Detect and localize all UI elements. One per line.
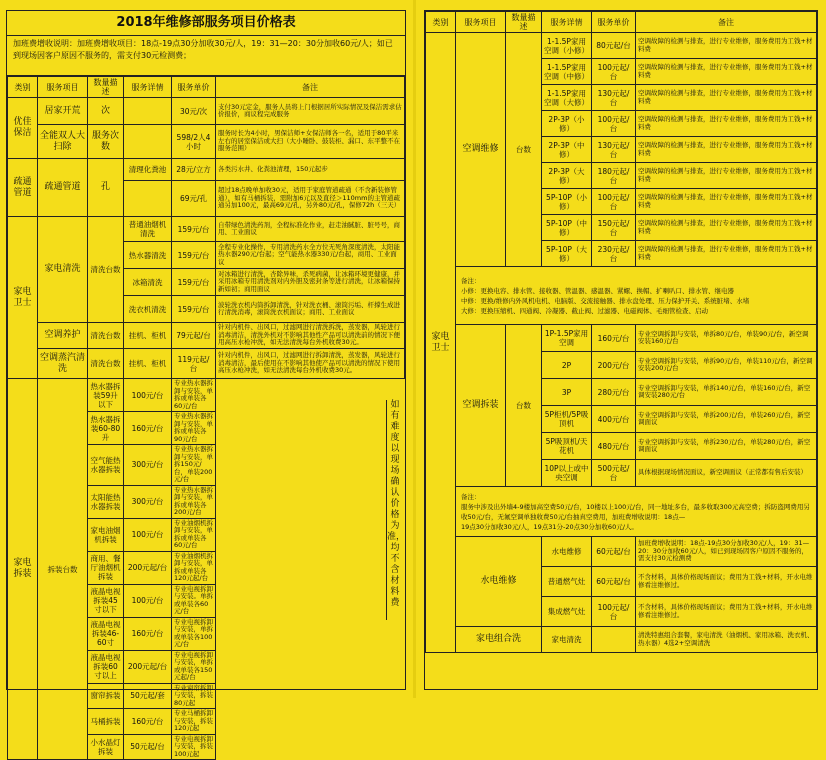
detail-cell: 空气能热水器拆装 — [88, 445, 124, 486]
price-cell: 300元/台 — [124, 445, 172, 486]
price-cell: 598/2人4小时 — [172, 125, 216, 159]
qty-cell: 孔 — [88, 159, 124, 217]
note-line: 大修：更换压缩机、四通阀、冷凝器、截止阀、过滤器、电磁阀体、毛细管检查、启动 — [461, 306, 708, 315]
detail-cell: 马桶拆装 — [88, 709, 124, 735]
table-row — [426, 627, 817, 653]
remark-cell: 专业空调拆卸与安装，单拆90元/台，单装110元/台，新空调安装200元/台 — [636, 352, 817, 379]
side-note: 如有难度以现场确认价格为准，均不含材料费 — [386, 400, 403, 620]
remark-cell: 服务时长为4小时，男保洁师+女保洁师各一名，适用于80平米左右的居室保洁或大扫（大小睡卧、鼓装柜、漏口、东平整不在服务范围） — [216, 125, 405, 159]
price-cell: 100元起/台 — [592, 59, 636, 85]
detail-cell: 5P吸顶机/天花机 — [542, 433, 592, 460]
remark-cell: 空调故障的检测与排查，进行专业维修，服务费用为工钱+材料费 — [636, 85, 817, 111]
category-appliance: 家电卫士 — [8, 217, 38, 379]
remark-cell: 专业马桶拆卸与安装，拆装120元起 — [172, 709, 216, 735]
qty-cell: 次 — [88, 98, 124, 125]
detail-cell: 1P-1.5P家用空调 — [542, 325, 592, 352]
remark-cell: 空调故障的检测与排查，进行专业维修，服务费用为工钱+材料费 — [636, 33, 817, 59]
detail-cell: 1-1.5P家用空调（中修） — [542, 59, 592, 85]
right-price-table — [425, 11, 817, 653]
detail-cell — [124, 181, 172, 217]
repair-note — [456, 267, 817, 325]
price-cell: 160元/台 — [124, 709, 172, 735]
price-cell: 50元起/台 — [124, 734, 172, 760]
detail-cell: 液晶电视拆装60寸以上 — [88, 650, 124, 683]
detail-cell: 商用、餐厅油烟机拆装 — [88, 551, 124, 584]
remark-cell: 专业电视拆卸与安装，拆装100元起 — [172, 734, 216, 760]
detail-cell: 太阳能热水器拆装 — [88, 485, 124, 518]
item-cell: 全能双人大扫除 — [38, 125, 88, 159]
right-page — [424, 10, 818, 690]
col-item: 服务项目 — [456, 12, 506, 33]
remark-cell: 专业空调拆卸与安装，单拆230元/台，单装280元/台，新空调面议 — [636, 433, 817, 460]
remark-cell: 专业热水器拆卸与安装，单拆或单装各60元/台 — [172, 379, 216, 412]
detail-cell: 挂机、柜机 — [124, 323, 172, 349]
page-fold — [413, 0, 416, 698]
table-row — [426, 487, 817, 537]
col-remark: 备注 — [216, 77, 405, 98]
remark-cell: 专业空调拆卸与安装，单拆140元/台，单装160元/台，新空调安装280元/台 — [636, 379, 817, 406]
remark-cell: 不含材料，具体价格现场面议；费用为工钱+材料，开水电维修看注维修过。 — [636, 597, 817, 627]
detail-cell: 热水器拆装60-80升 — [88, 412, 124, 445]
price-cell: 159元/台 — [172, 217, 216, 242]
detail-cell: 挂机、柜机 — [124, 349, 172, 379]
price-cell: 100元起/台 — [592, 111, 636, 137]
item-cell: 空调蒸汽清洗 — [38, 349, 88, 379]
note-line: 服务中涉及出外墙4-9楼加高空费50元/台，10楼以上100元/台，同一地址多台，最多收取300元高空费；拆防盗网费用另收50元/台，无氟空调单独收费50元/台抽真空费用，加班费增收说明：18点— — [461, 502, 810, 521]
price-cell: 69元/孔 — [172, 181, 216, 217]
detail-cell: 集成燃气灶 — [542, 597, 592, 627]
detail-cell: 5P柜机/5P吸顶机 — [542, 406, 592, 433]
detail-cell: 2P-3P（小修） — [542, 111, 592, 137]
remark-cell: 不含材料，具体价格现场面议；费用为工钱+材料，开水电维修看注维修过。 — [636, 567, 817, 597]
remark-cell: 专业热水器拆卸与安装，单拆或单装各200元/台 — [172, 485, 216, 518]
remark-cell: 专业热水器拆卸与安装，单拆150元/台，单装200元/台 — [172, 445, 216, 486]
table-row — [8, 379, 405, 412]
item-cell: 空调拆装 — [456, 325, 506, 487]
remark-cell: 全程专业化操作，专用清洗药水全方位无死角深度清洗，太阳能热水器290元/台起；空气能热水器330元/台起，商用、工业面议 — [216, 242, 405, 269]
qty-cell: 清洗台数 — [88, 323, 124, 349]
price-cell: 100元/台 — [124, 518, 172, 551]
detail-cell: 窗帘拆装 — [88, 683, 124, 709]
price-cell: 300元/台 — [124, 485, 172, 518]
item-cell: 家电拆装 — [8, 379, 38, 760]
note-line: 中修：更换/维修内外风机电机、电脑版、交流接触器、排水盘处理、压力保护开关、系统脏堵、水堵 — [461, 296, 750, 305]
detail-cell: 家电油烟机拆装 — [88, 518, 124, 551]
col-quantity: 数量描述 — [506, 12, 542, 33]
remark-cell: 专业空调拆卸与安装，单拆200元/台，单装260元/台，新空调面议 — [636, 406, 817, 433]
note-title: 备注： — [461, 276, 481, 285]
note-line: 小修：更换电容、排水管、接收器、管温器、感温器、紧螺、换帽、扩喇叭口、排水管、继电器 — [461, 286, 734, 295]
price-cell: 119元起/台 — [172, 349, 216, 379]
price-cell: 160元/台 — [124, 412, 172, 445]
price-cell: 100元/台 — [124, 584, 172, 617]
price-cell: 230元起/台 — [592, 241, 636, 267]
remark-cell: 自带绿色清洗药剂，全程标准化作业，赶走油腻脏、脏号号，商用、工业面议 — [216, 217, 405, 242]
price-cell: 130元起/台 — [592, 85, 636, 111]
qty-cell: 台数 — [506, 33, 542, 267]
remark-cell: 专业窗帘拆卸与安装，拆装80元起 — [172, 683, 216, 709]
remark-cell: 对冰箱进行清洗，杏除异味，杀死病菌，让冰箱环境更健康，并采用冰箱专用清洗剂对内外胆及密封条等进行清洗，让冰箱保持新如初；商用面议 — [216, 269, 405, 296]
detail-cell: 2P-3P（中修） — [542, 137, 592, 163]
price-cell: 500元起/台 — [592, 460, 636, 487]
price-cell: 200元起/台 — [124, 551, 172, 584]
remark-cell: 空调故障的检测与排查，进行专业维修，服务费用为工钱+材料费 — [636, 215, 817, 241]
col-price: 服务单价 — [592, 12, 636, 33]
detail-cell: 5P-10P（大修） — [542, 241, 592, 267]
note-line: 19点30分加收30元/人，19点31分-20点30分加收60元/人。 — [461, 522, 638, 531]
detail-cell: 水电维修 — [542, 537, 592, 567]
col-detail: 服务详情 — [124, 77, 172, 98]
table-row — [8, 98, 405, 125]
table-header — [8, 77, 405, 98]
col-price: 服务单价 — [172, 77, 216, 98]
remark-cell: 空调故障的检测与排查，进行专业维修，服务费用为工钱+材料费 — [636, 137, 817, 163]
detail-cell: 普通油烟机清洗 — [124, 217, 172, 242]
item-cell: 家电清洗 — [38, 217, 88, 323]
remark-cell: 空调故障的检测与排查，进行专业维修，服务费用为工钱+材料费 — [636, 59, 817, 85]
detail-cell: 液晶电视拆装45寸以下 — [88, 584, 124, 617]
category-appliance: 家电卫士 — [426, 33, 456, 653]
price-cell: 160元/台 — [592, 325, 636, 352]
table-row — [426, 325, 817, 352]
price-cell: 30元/次 — [172, 98, 216, 125]
note-title: 备注： — [461, 492, 481, 501]
item-cell: 水电维修 — [456, 537, 542, 627]
table-row — [8, 349, 405, 379]
table-row — [8, 323, 405, 349]
qty-cell: 拆装台数 — [38, 379, 88, 760]
price-cell: 159元/台 — [172, 242, 216, 269]
price-cell: 100元/台 — [124, 379, 172, 412]
price-cell: 60元起/台 — [592, 537, 636, 567]
table-header — [426, 12, 817, 33]
table-row — [8, 217, 405, 242]
remark-cell: 专业油烟机拆卸与安装，单拆或单装各60元/台 — [172, 518, 216, 551]
remark-cell: 针对内机件、出风口，过滤网进行清洗拆洗，蒸发器，风轮进行消毒清洁，清洗外机对不影响其他性产品可以清洗前的情况下便用高压水枪冲洗，如无法清洗每台外机收费30元。 — [216, 323, 405, 349]
remark-cell: 空调故障的检测与排查，进行专业维修，服务费用为工钱+材料费 — [636, 111, 817, 137]
price-cell: 280元/台 — [592, 379, 636, 406]
qty-cell: 清洗台数 — [88, 217, 124, 323]
price-cell: 28元/立方 — [172, 159, 216, 181]
detail-cell: 1-1.5P家用空调（小修） — [542, 33, 592, 59]
price-cell: 480元/台 — [592, 433, 636, 460]
item-cell: 家电组合洗 — [456, 627, 542, 653]
remark-cell: 各类污水井、化粪池清理，150元起步 — [216, 159, 405, 181]
remark-cell: 空调故障的检测与排查，进行专业维修，服务费用为工钱+材料费 — [636, 189, 817, 215]
detail-cell: 液晶电视拆装46-60寸 — [88, 617, 124, 650]
remark-cell: 专业电视拆卸与安装，单拆或单装各150元起/台 — [172, 650, 216, 683]
detail-cell: 冰箱清洗 — [124, 269, 172, 296]
detail-cell: 2P — [542, 352, 592, 379]
price-cell: 160元/台 — [124, 617, 172, 650]
remark-cell: 支付30元定金，服务人员将上门根据居所实际情况及保洁需求估价报价，商议程完成服务 — [216, 98, 405, 125]
price-cell — [592, 627, 636, 653]
detail-cell: 小水晶灯拆装 — [88, 734, 124, 760]
remark-cell: 专业热水器拆卸与安装，单拆或单装各90元/台 — [172, 412, 216, 445]
price-cell: 60元起/台 — [592, 567, 636, 597]
price-cell: 80元起/台 — [592, 33, 636, 59]
remark-cell: 专业电视拆卸与安装。单拆或单装各60元/台 — [172, 584, 216, 617]
detail-cell: 5P-10P（小修） — [542, 189, 592, 215]
price-cell: 159元/台 — [172, 296, 216, 323]
remark-cell: 专业油烟机拆卸与安装，单拆或单装各120元起/台 — [172, 551, 216, 584]
detail-cell: 热水器拆装59升以下 — [88, 379, 124, 412]
remark-cell: 超过18点晚单加收30元，适用于家庭管道疏通（不含新装修管通），如有马桶拆装，需附加6元以及直径＞110mm的主管道疏通另加100元，最高69元/孔，另外80元/孔，保修72h（三天） — [216, 181, 405, 217]
detail-cell: 普通燃气灶 — [542, 567, 592, 597]
remark-cell: 具体根据现场情况面议，新空调面议（正常都有售后安装） — [636, 460, 817, 487]
table-row — [8, 125, 405, 159]
detail-cell: 2P-3P（大修） — [542, 163, 592, 189]
item-cell: 居家开荒 — [38, 98, 88, 125]
table-row — [426, 33, 817, 59]
detail-cell: 10P以上或中央空调 — [542, 460, 592, 487]
price-cell: 200元起/台 — [124, 650, 172, 683]
price-cell: 180元起/台 — [592, 163, 636, 189]
qty-cell: 台数 — [506, 325, 542, 487]
col-item: 服务项目 — [38, 77, 88, 98]
price-cell: 130元起/台 — [592, 137, 636, 163]
detail-cell: 5P-10P（中修） — [542, 215, 592, 241]
price-cell: 100元起/台 — [592, 597, 636, 627]
table-row — [426, 537, 817, 567]
col-category: 类别 — [426, 12, 456, 33]
remark-cell: 空调故障的检测与排查，进行专业维修，服务费用为工钱+材料费 — [636, 163, 817, 189]
qty-cell: 清洗台数 — [88, 349, 124, 379]
left-price-table — [7, 76, 405, 760]
price-cell: 200元/台 — [592, 352, 636, 379]
table-row — [426, 267, 817, 325]
price-cell: 100元起/台 — [592, 189, 636, 215]
table-row — [8, 159, 405, 181]
item-cell: 空调养护 — [38, 323, 88, 349]
left-page — [6, 10, 406, 758]
remark-cell: 专业电视拆卸与安装，单拆或单装各100元/台 — [172, 617, 216, 650]
col-detail: 服务详情 — [542, 12, 592, 33]
price-cell: 79元起/台 — [172, 323, 216, 349]
detail-cell — [124, 98, 172, 125]
remark-cell: 加班费增收说明：18点-19点30分加收30元/人，19：31—20：30分加收60元/人，如已到现场因客户原因不服务的，需支付30元检测费 — [636, 537, 817, 567]
page-title: 2018年维修部服务项目价格表 — [7, 11, 405, 36]
item-cell: 疏通管道 — [38, 159, 88, 217]
detail-cell: 清理化粪池 — [124, 159, 172, 181]
remark-cell: 专业空调拆卸与安装，单拆80元/台，单装90元/台，新空调安装160元/台 — [636, 325, 817, 352]
col-quantity: 数量描述 — [88, 77, 124, 98]
detail-cell: 3P — [542, 379, 592, 406]
overtime-intro: 加班费增收说明：加班费增收项目：18点-19点30分加收30元/人，19：31—20：30分加收60元/人；如已到现场因客户原因不服务的，需支付30元检测费； — [7, 36, 405, 76]
qty-cell: 服务次数 — [88, 125, 124, 159]
price-cell: 159元/台 — [172, 269, 216, 296]
remark-cell: 波轮洗衣机内筒拆卸清洗，针对洗衣桶、滚筒污垢、杆撑生成进行清洗消毒，滚筒洗衣机面议；商用、工业面议 — [216, 296, 405, 323]
detail-cell — [124, 125, 172, 159]
price-cell: 150元起/台 — [592, 215, 636, 241]
detail-cell: 洗衣机清洗 — [124, 296, 172, 323]
item-cell: 空调维修 — [456, 33, 506, 267]
col-remark: 备注 — [636, 12, 817, 33]
col-category: 类别 — [8, 77, 38, 98]
remark-cell: 清洗特惠组合套餐，家电清洗（油烟机、家用冰箱、洗衣机、热水器）4选2+空调清洗 — [636, 627, 817, 653]
detail-cell: 热水器清洗 — [124, 242, 172, 269]
category-cleaning: 优佳保洁 — [8, 98, 38, 159]
price-cell: 50元起/套 — [124, 683, 172, 709]
price-cell: 400元/台 — [592, 406, 636, 433]
remark-cell: 空调故障的检测与排查，进行专业维修，服务费用为工钱+材料费 — [636, 241, 817, 267]
category-pipes: 疏通管道 — [8, 159, 38, 217]
detail-cell: 家电清洗 — [542, 627, 592, 653]
remark-cell: 针对内机件，出风口，过滤网进行拆卸清洗，蒸发器，风轮进行消毒清洁，最后使用在不影响其他使产品可以清洗的情况下使用高压水枪冲洗，如无法清洗每台外机收费30元。 — [216, 349, 405, 379]
install-note — [456, 487, 817, 537]
detail-cell: 1-1.5P家用空调（大修） — [542, 85, 592, 111]
